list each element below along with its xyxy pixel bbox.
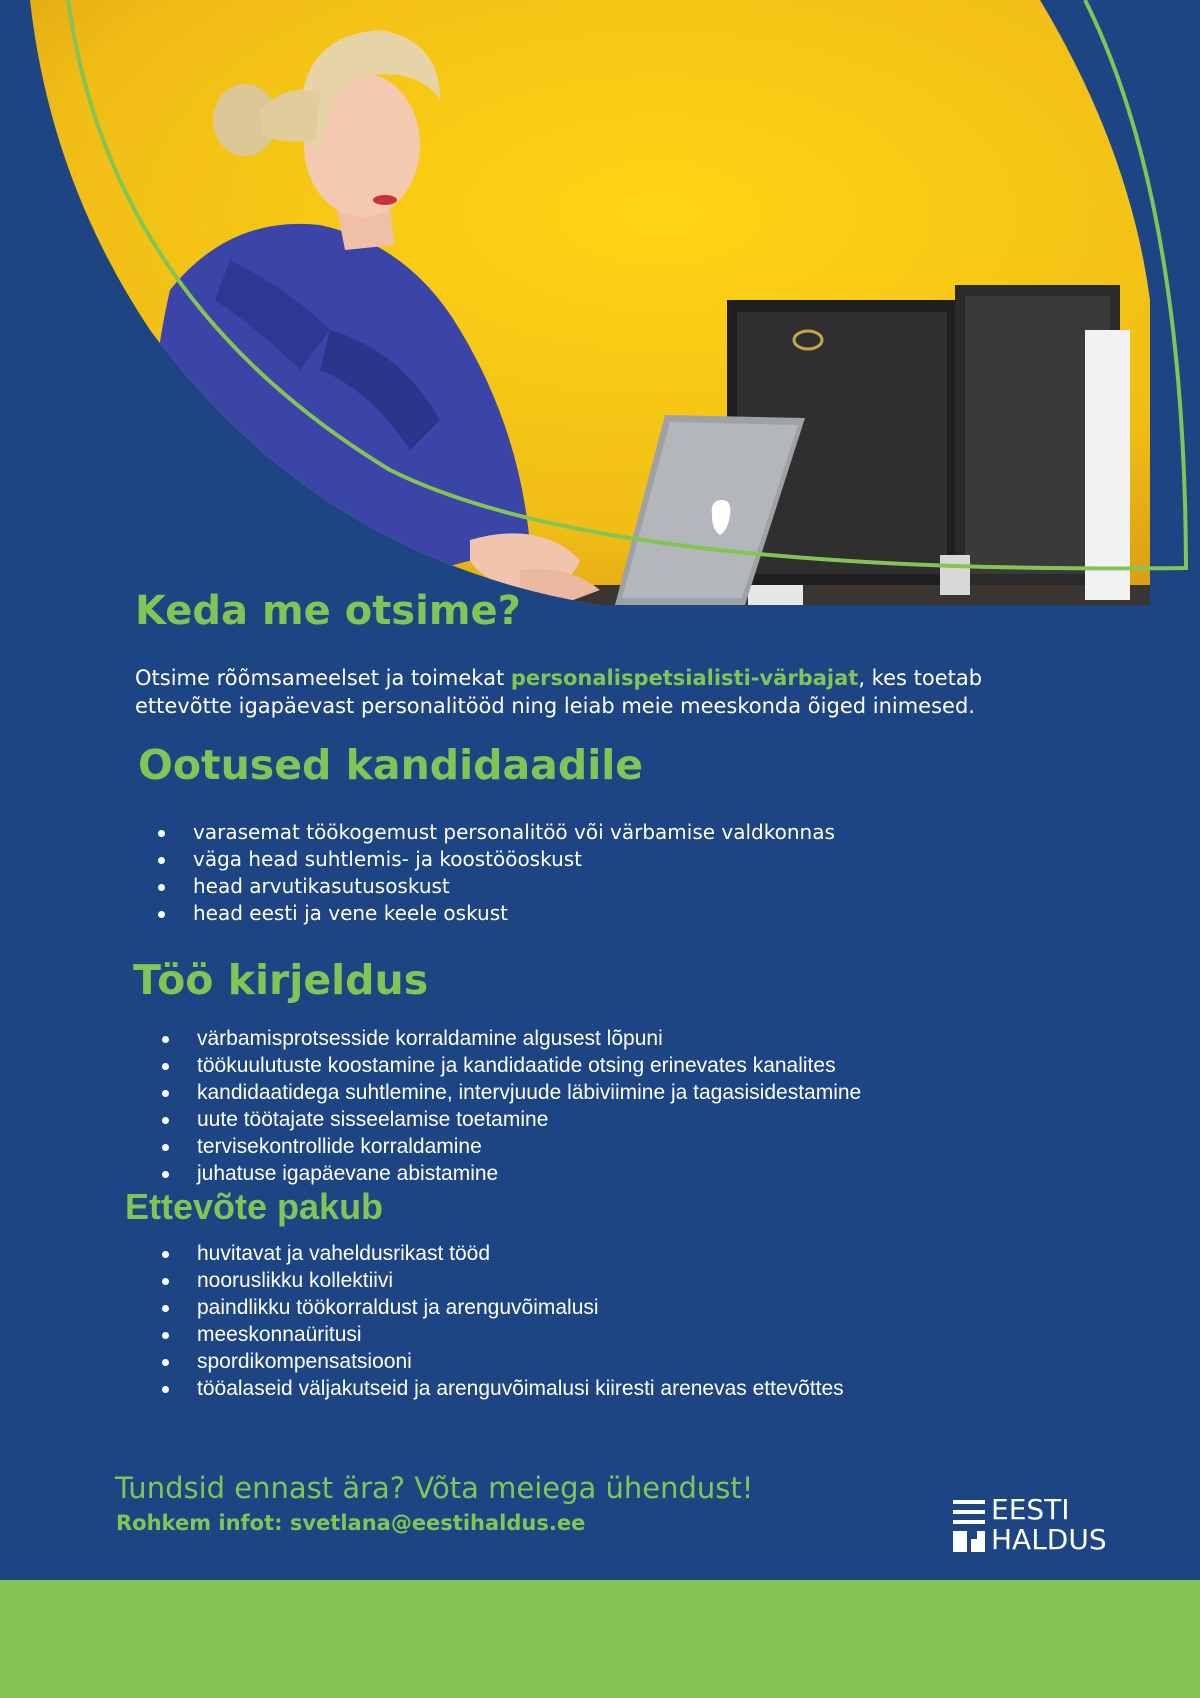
intro-text-after: , kes toetab ettevõtte igapäevast personalitööd ning leiab meie meeskonda õiged inimesed. bbox=[135, 666, 983, 718]
hero-illustration bbox=[0, 0, 1200, 610]
list-item: nooruslikku kollektiivi bbox=[197, 1267, 844, 1294]
list-item: head arvutikasutusoskust bbox=[193, 873, 835, 900]
intro-highlight: personalispetsialisti-värbajat bbox=[510, 666, 859, 690]
intro-text-before: Otsime rõõmsameelset ja toimekat bbox=[135, 666, 511, 690]
list-item: varasemat töökogemust personalitöö või värbamise valdkonnas bbox=[193, 820, 835, 844]
logo-mark-icon bbox=[953, 1500, 985, 1554]
expectations-list bbox=[193, 819, 835, 927]
eesti-haldus-logo bbox=[953, 1493, 1123, 1556]
list-item: tööalaseid väljakutseid ja arenguvõimalusi kiiresti arenevas ettevõttes bbox=[197, 1377, 844, 1400]
heading-ootused: Ootused kandidaadile bbox=[138, 741, 644, 789]
contact-email-link[interactable]: svetlana@eestihaldus.ee bbox=[289, 1511, 586, 1535]
list-item: uute töötajate sisseelamise toetamine bbox=[197, 1106, 861, 1133]
list-item: paindlikku töökorraldust ja arenguvõimalusi bbox=[197, 1294, 844, 1321]
heading-too-kirjeldus: Töö kirjeldus bbox=[133, 956, 429, 1004]
list-item: huvitavat ja vaheldusrikast tööd bbox=[197, 1240, 844, 1267]
intro-paragraph bbox=[135, 664, 1075, 720]
list-item: kandidaatidega suhtlemine, intervjuude läbiviimine ja tagasisidestamine bbox=[197, 1081, 862, 1104]
list-item: väga head suhtlemis- ja koostööoskust bbox=[193, 846, 835, 873]
hero-photo bbox=[0, 0, 1200, 610]
contact-line bbox=[116, 1511, 585, 1535]
footer-band bbox=[0, 1580, 1200, 1698]
description-list bbox=[197, 1025, 861, 1187]
list-item: head eesti ja vene keele oskust bbox=[193, 900, 835, 927]
list-item: spordikompensatsiooni bbox=[197, 1348, 844, 1375]
list-item: meeskonnaüritusi bbox=[197, 1321, 844, 1348]
heading-ettevote-pakub: Ettevõte pakub bbox=[125, 1186, 384, 1227]
logo-line-1: EESTI bbox=[991, 1493, 1070, 1526]
offer-list bbox=[197, 1240, 844, 1402]
logo-wordmark bbox=[991, 1495, 1107, 1555]
list-item: töökuulutuste koostamine ja kandidaatide otsing erinevates kanalites bbox=[197, 1052, 861, 1079]
contact-label: Rohkem infot: bbox=[116, 1511, 290, 1535]
heading-keda: Keda me otsime? bbox=[135, 588, 521, 634]
call-to-action: Tundsid ennast ära? Võta meiega ühendust! bbox=[115, 1471, 754, 1505]
logo-line-2: HALDUS bbox=[991, 1523, 1107, 1556]
list-item: värbamisprotsesside korraldamine algusest lõpuni bbox=[197, 1025, 861, 1052]
list-item: juhatuse igapäevane abistamine bbox=[197, 1160, 861, 1187]
list-item: tervisekontrollide korraldamine bbox=[197, 1133, 861, 1160]
